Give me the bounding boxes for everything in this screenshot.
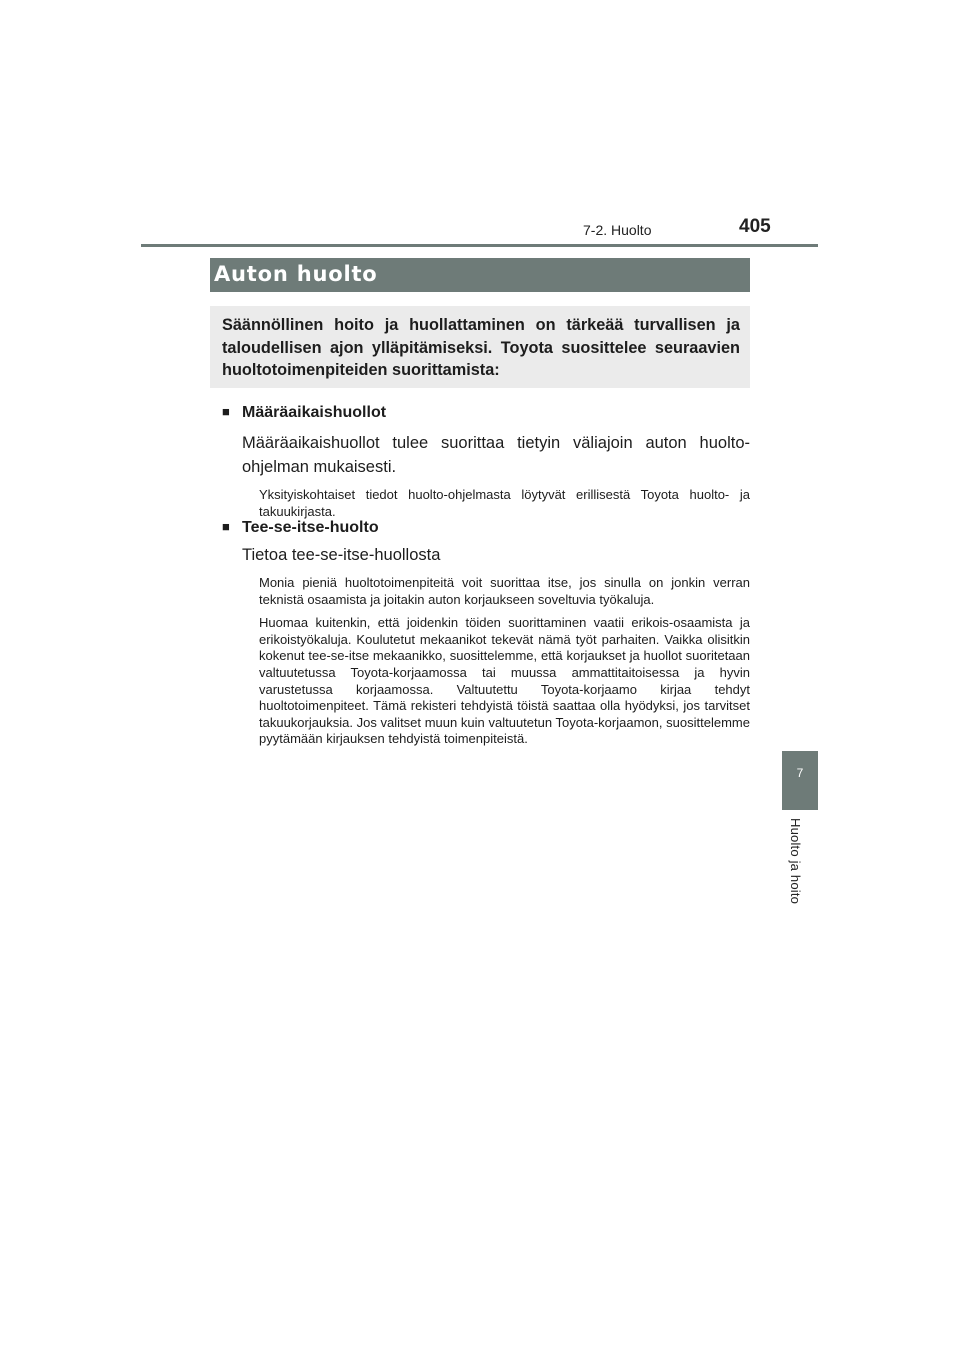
page-title: Auton huolto <box>214 262 378 286</box>
square-bullet-icon: ■ <box>222 519 230 534</box>
chapter-tab: 7 <box>782 751 818 810</box>
section-note: Huomaa kuitenkin, että joidenkin töiden suorittaminen vaatii erikois-osaamista ja erikoistyökaluja. Koulutetut mekaanikot tekevät nämä työt parhaiten. Vaikka olisitkin kokenut tee-se-itse mekaanikko, suosittelemme, että korjaukset ja huollot suoritetaan valtuutetussa Toyota-korjaamossa tai muussa ammattitaitoisessa ja hyvin varustetussa korjaamossa. Valtuutettu Toyota-korjaamo kirjaa tehdyt huoltotoimenpiteet. Tämä rekisteri tehdyistä töistä saattaa olla hyödyksi, jos tarvitset takuukorjauksia. Jos valitset muun kuin valtuutetun Toyota-korjaamon, suosittelemme pyytämään kirjauksen tehdyistä toimenpiteistä. <box>259 615 750 747</box>
chapter-title-vertical: Huolto ja hoito <box>788 818 803 905</box>
section-scheduled-maintenance <box>222 404 750 520</box>
section-note: Monia pieniä huoltotoimenpiteitä voit suorittaa itse, jos sinulla on jonkin verran teknistä osaamista ja joitakin auton korjaukseen soveltuvia työkaluja. <box>259 575 750 607</box>
section-diy-maintenance <box>222 519 750 748</box>
square-bullet-icon: ■ <box>222 404 230 419</box>
section-heading <box>222 519 750 541</box>
header-rule <box>141 244 818 247</box>
section-heading <box>222 404 750 426</box>
running-header-section: 7-2. Huolto <box>583 222 652 238</box>
intro-box <box>210 306 750 388</box>
title-bar <box>210 258 750 292</box>
section-lead: Määräaikaishuollot tulee suorittaa tietyin väliajoin auton huolto-ohjelman mukaisesti. <box>242 434 750 476</box>
page-number: 405 <box>739 216 771 237</box>
intro-text: Säännöllinen hoito ja huollattaminen on tärkeää turvallisen ja taloudellisen ajon ylläpitämiseksi. Toyota suosittelee seuraavien huoltotoimenpiteiden suorittamista: <box>222 316 740 379</box>
section-heading-text: Määräaikaishuollot <box>242 404 387 421</box>
section-note: Yksityiskohtaiset tiedot huolto-ohjelmasta löytyvät erillisestä Toyota huolto- ja takuukirjasta. <box>259 487 750 519</box>
section-lead: Tietoa tee-se-itse-huollosta <box>242 546 441 564</box>
section-heading-text: Tee-se-itse-huolto <box>242 519 379 536</box>
